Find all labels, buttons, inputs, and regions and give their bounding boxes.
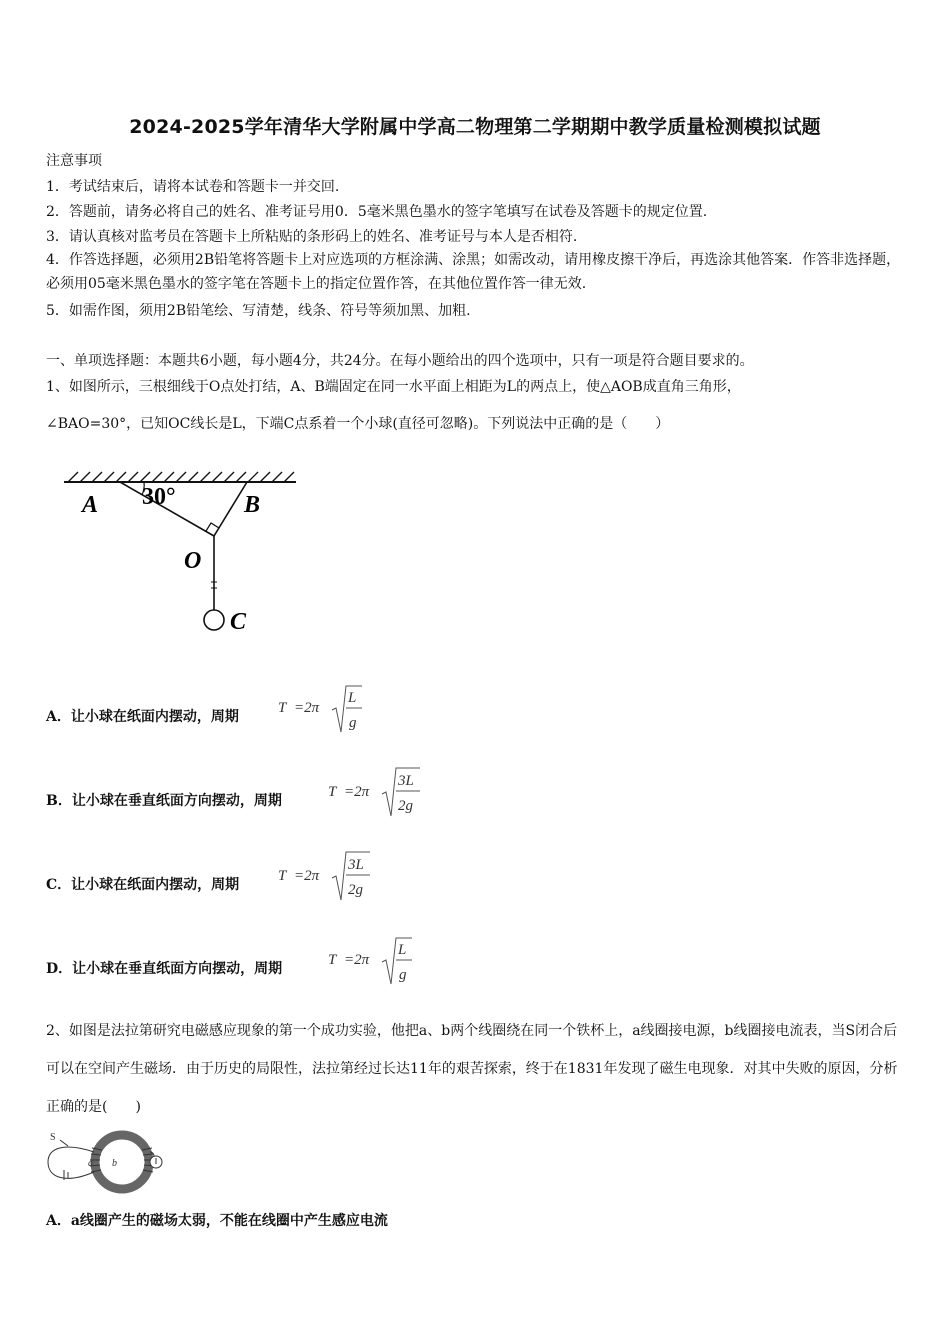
- notice-item-3: 3．请认真核对监考员在答题卡上所粘贴的条形码上的姓名、准考证号与本人是否相符.: [46, 229, 578, 245]
- label-o: O: [184, 548, 202, 574]
- iron-ring: [95, 1135, 149, 1189]
- notice-item-2: 2．答题前，请务必将自己的姓名、准考证号用0．5毫米黑色墨水的签字笔填写在试卷及答题卡的规定位置.: [46, 204, 708, 220]
- svg-text:g: g: [349, 715, 357, 731]
- section-heading: 一、单项选择题：本题共6小题，每小题4分，共24分。在每小题给出的四个选项中，只有一项是符合题目要求的。: [46, 353, 754, 369]
- q2-figure: [44, 1126, 168, 1196]
- q1-option-c-formula: [276, 848, 376, 904]
- option-text: C．让小球在纸面内摆动，周期: [46, 877, 240, 893]
- label-a: a: [88, 1158, 93, 1169]
- q1-stem-line2: ∠BAO=30°，已知OC线长是L，下端C点系着一个小球(直径可忽略)。下列说法中正确的是（ ）: [46, 416, 670, 432]
- label-s: S: [50, 1132, 56, 1143]
- label-b: b: [112, 1158, 117, 1169]
- svg-text:L: L: [398, 942, 407, 958]
- notice-item-4: 4．作答选择题，必须用2B铅笔将答题卡上对应选项的方框涂满、涂黑；如需改动，请用橡皮擦干净后，再选涂其他答案．作答非选择题，必须用05毫米黑色墨水的签字笔在答题卡上的指定位置作答，在其他位置作答一律无效.: [46, 252, 901, 292]
- svg-text:g: g: [399, 967, 407, 983]
- page-title: 2024-2025学年清华大学附属中学高二物理第二学期期中教学质量检测模拟试题: [129, 116, 821, 138]
- svg-text:2g: 2g: [348, 882, 363, 898]
- q1-option-a-formula: [276, 680, 366, 736]
- label-a: A: [82, 492, 99, 518]
- svg-text:=2π: =2π: [294, 700, 320, 716]
- notice-item-1: 1．考试结束后，请将本试卷和答题卡一并交回.: [46, 179, 340, 195]
- q1-option-a: [46, 706, 239, 726]
- svg-text:T: T: [278, 868, 287, 884]
- q1-option-d-formula: [326, 932, 416, 988]
- svg-text:=2π: =2π: [344, 952, 370, 968]
- svg-text:T: T: [278, 700, 287, 716]
- svg-text:T: T: [328, 784, 337, 800]
- svg-text:L: L: [348, 690, 357, 706]
- label-c: C: [230, 609, 247, 635]
- ceiling-hatching: [68, 472, 294, 482]
- label-b: B: [244, 492, 261, 518]
- q2-stem: 2、如图是法拉第研究电磁感应现象的第一个成功实验，他把a、b两个线圈绕在同一个铁杯上，a线圈接电源，b线圈接电流表，当S闭合后可以在空间产生磁场．由于历史的局限性，法拉第经过长达11年的艰苦探索，终于在1831年发现了磁生电现象．对其中失败的原因，分析正确的是( ): [46, 1023, 898, 1115]
- angle-label: 30°: [142, 484, 176, 510]
- q1-option-c: [46, 874, 239, 894]
- q1-option-d: [46, 958, 282, 978]
- option-text: A．让小球在纸面内摆动，周期: [46, 709, 239, 725]
- notice-item-5: 5．如需作图，须用2B铅笔绘、写清楚，线条、符号等须加黑、加粗.: [46, 303, 471, 319]
- svg-text:2g: 2g: [398, 798, 413, 814]
- notice-heading: 注意事项: [46, 153, 102, 169]
- switch-s: [60, 1140, 68, 1146]
- q1-option-b-formula: [326, 764, 426, 820]
- svg-text:=2π: =2π: [294, 868, 320, 884]
- svg-text:=2π: =2π: [344, 784, 370, 800]
- q1-stem-line1: 1、如图所示，三根细线于O点处打结，A、B端固定在同一水平面上相距为L的两点上，使△AOB成直角三角形，: [46, 379, 741, 395]
- q1-option-b: [46, 790, 282, 810]
- svg-text:3L: 3L: [348, 857, 364, 873]
- option-text: D．让小球在垂直纸面方向摆动，周期: [46, 961, 283, 977]
- option-text: B．让小球在垂直纸面方向摆动，周期: [46, 793, 282, 809]
- svg-text:T: T: [328, 952, 337, 968]
- ball: [204, 610, 224, 630]
- svg-text:3L: 3L: [398, 773, 414, 789]
- q2-option-a: A．a线圈产生的磁场太弱，不能在线圈中产生感应电流: [46, 1213, 388, 1229]
- q1-figure: [58, 462, 308, 642]
